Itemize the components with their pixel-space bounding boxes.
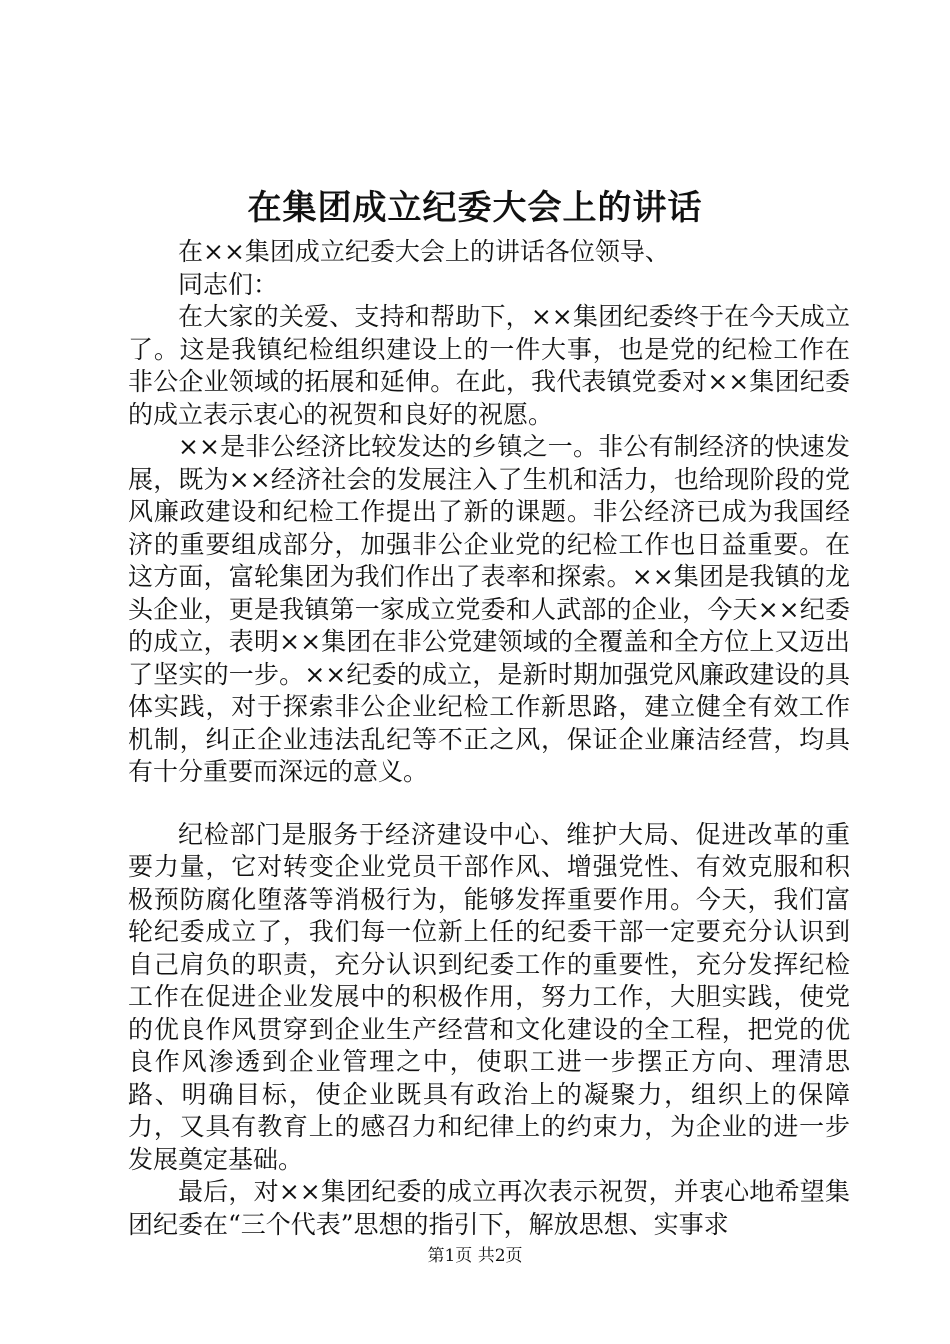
page-title: 在集团成立纪委大会上的讲话	[247, 188, 703, 228]
salutation: 同志们：	[178, 269, 279, 299]
document-body	[128, 236, 850, 1241]
paragraph-1: 在大家的关爱、支持和帮助下，××集团纪委终于在今天成立了。这是我镇纪检组织建设上的一件大事，也是党的纪检工作在非公企业领域的拓展和延伸。在此，我代表镇党委对××集团纪委的成立表示衷心的祝贺和良好的祝愿。	[128, 302, 850, 429]
paragraph-2: ××是非公经济比较发达的乡镇之一。非公有制经济的快速发展，既为××经济社会的发展注入了生机和活力，也给现阶段的党风廉政建设和纪检工作提出了新的课题。非公经济已成为我国经济的重要组成部分，加强非公企业党的纪检工作也日益重要。在这方面，富轮集团为我们作出了表率和探索。××集团是我镇的龙头企业，更是我镇第一家成立党委和人武部的企业，今天××纪委的成立，表明××集团在非公党建领域的全覆盖和全方位上又迈出了坚实的一步。××纪委的成立，是新时期加强党风廉政建设的具体实践，对于探索非公企业纪检工作新思路，建立健全有效工作机制，纠正企业违法乱纪等不正之风，保证企业廉洁经营，均具有十分重要而深远的意义。	[128, 432, 850, 786]
heading-line: 在××集团成立纪委大会上的讲话各位领导、	[178, 237, 670, 266]
paragraph-4: 最后，对××集团纪委的成立再次表示祝贺，并衷心地希望集团纪委在“三个代表”思想的指引下，解放思想、实事求	[128, 1177, 850, 1239]
page-footer: 第1页 共2页	[427, 1246, 523, 1266]
paragraph-3: 纪检部门是服务于经济建设中心、维护大局、促进改革的重要力量，它对转变企业党员干部作风、增强党性、有效克服和积极预防腐化堕落等消极行为，能够发挥重要作用。今天，我们富轮纪委成立了，我们每一位新上任的纪委干部一定要充分认识到自己肩负的职责，充分认识到纪委工作的重要性，充分发挥纪检工作在促进企业发展中的积极作用，努力工作，大胆实践，使党的优良作风贯穿到企业生产经营和文化建设的全工程，把党的优良作风渗透到企业管理之中，使职工进一步摆正方向、理清思路、明确目标，使企业既具有政治上的凝聚力，组织上的保障力，又具有教育上的感召力和纪律上的约束力，为企业的进一步发展奠定基础。	[128, 819, 850, 1174]
